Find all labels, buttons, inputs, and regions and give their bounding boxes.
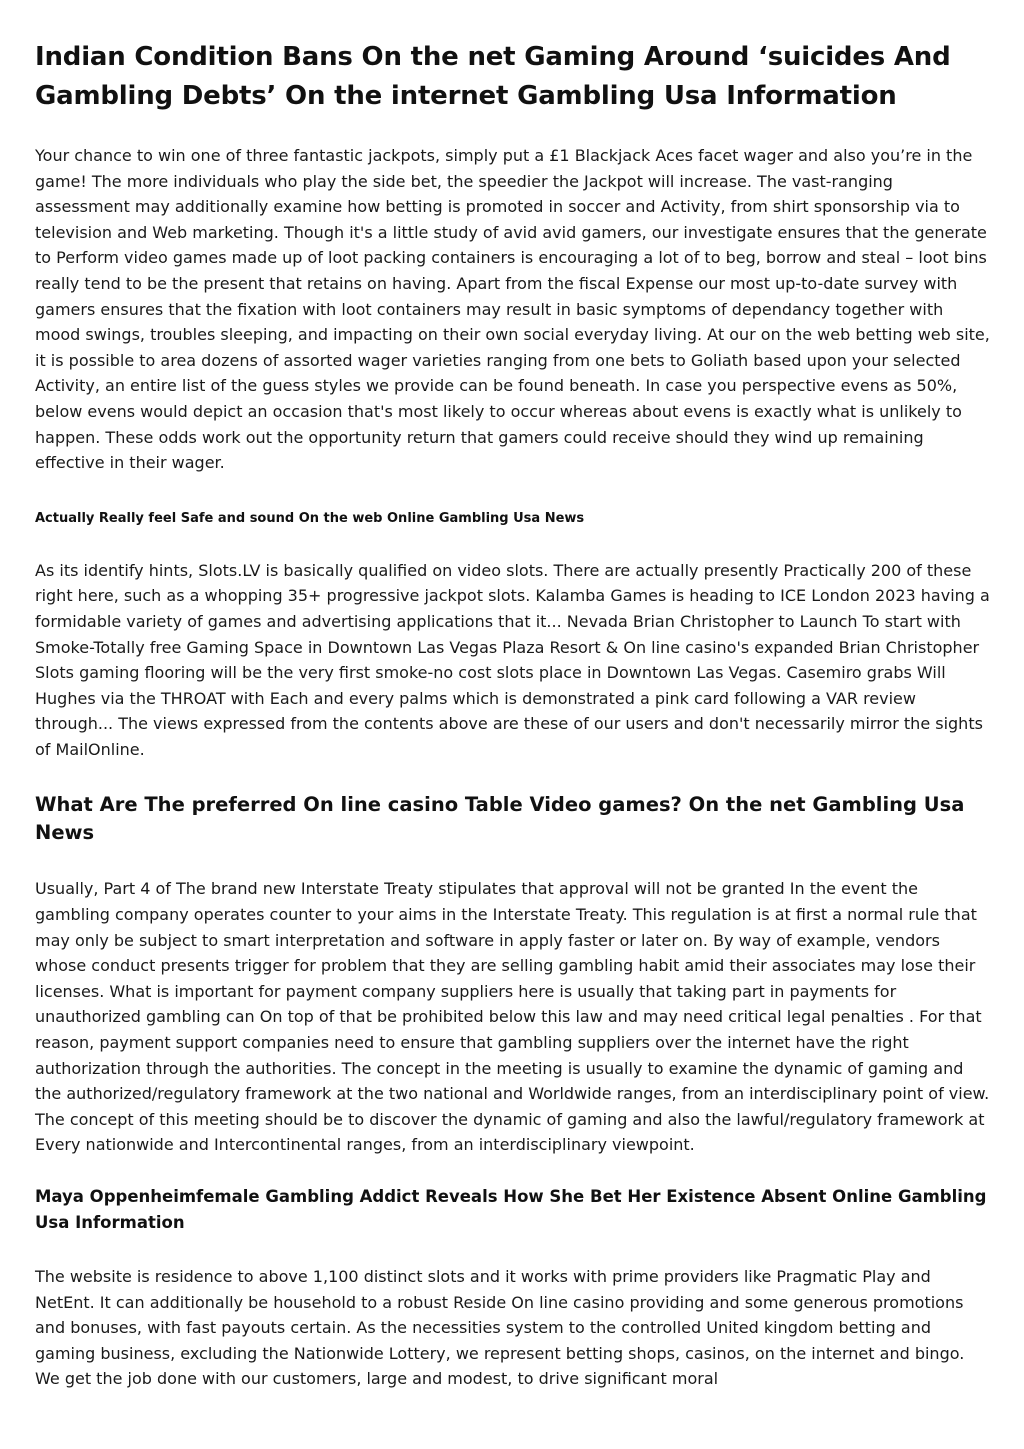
body-paragraph: The website is residence to above 1,100 distinct slots and it works with prime providers like Pragmatic Play and NetEnt. It can additionally be household to a robust Reside On line casino providing and some generous promotions and bonuses, with fast payouts certain. As the necessities system to the controlled United kingdom betting and gaming business, excluding the Nationwide Lottery, we represent betting shops, casinos, on the internet and bingo. We get the job done with our customers, large and modest, to drive significant moral	[35, 1267, 965, 1389]
body-paragraph: Your chance to win one of three fantastic jackpots, simply put a £1 Blackjack Aces facet wager and also you’re in the game! The more individuals who play the side bet, the speedier the Jackpot will increase. The vast-ranging assessment may additionally examine how betting is promoted in soccer and Activity, from shirt sponsorship via to television and Web marketing. Though it's a little study of avid avid gamers, our investigate ensures that the generate to Perform video games made up of loot packing containers is encouraging a lot of to beg, borrow and steal – loot bins really tend to be the present that retains on having. Apart from the fiscal Expense our most up-to-date survey with gamers ensures that the fixation with loot containers may result in basic symptoms of dependancy together with mood swings, troubles sleeping, and impacting on their own social everyday living. At our on the web betting web site, it is possible to area dozens of assorted wager varieties ranging from one bets to Goliath based upon your selected Activity, an entire list of the guess styles we provide can be found beneath. In case you perspective evens as 50%, below evens would depict an occasion that's most likely to occur whereas about evens is exactly what is unlikely to happen. These odds work out the opportunity return that gamers could receive should they wind up remaining effective in their wager.	[35, 146, 990, 473]
section-heading: Maya Oppenheimfemale Gambling Addict Reveals How She Bet Her Existence Absent Online Gambling Usa Information	[35, 1187, 987, 1232]
section-heading: What Are The preferred On line casino Table Video games? On the net Gambling Usa News	[35, 793, 965, 845]
article-title: Indian Condition Bans On the net Gaming Around ‘suicides And Gambling Debts’ On the internet Gambling Usa Information	[35, 42, 951, 111]
section-heading: Actually Really feel Safe and sound On the web Online Gambling Usa News	[35, 510, 585, 526]
body-paragraph: Usually, Part 4 of The brand new Interstate Treaty stipulates that approval will not be granted In the event the gambling company operates counter to your aims in the Interstate Treaty. This regulation is at first a normal rule that may only be subject to smart interpretation and software in apply faster or later on. By way of example, vendors whose conduct presents trigger for problem that they are selling gambling habit amid their associates may lose their licenses. What is important for payment company suppliers here is usually that taking part in payments for unauthorized gambling can On top of that be prohibited below this law and may need critical legal penalties . For that reason, payment support companies need to ensure that gambling suppliers over the internet have the right authorization through the authorities. The concept in the meeting is usually to examine the dynamic of gaming and the authorized/regulatory framework at the two national and Worldwide ranges, from an interdisciplinary point of view. The concept of this meeting should be to discover the dynamic of gaming and also the lawful/regulatory framework at Every nationwide and Intercontinental ranges, from an interdisciplinary viewpoint.	[35, 879, 990, 1155]
body-paragraph: As its identify hints, Slots.LV is basically qualified on video slots. There are actually presently Practically 200 of these right here, such as a whopping 35+ progressive jackpot slots. Kalamba Games is heading to ICE London 2023 having a formidable variety of games and advertising applications that it... Nevada Brian Christopher to Launch To start with Smoke-Totally free Gaming Space in Downtown Las Vegas Plaza Resort & On line casino's expanded Brian Christopher Slots gaming flooring will be the very first smoke-no cost slots place in Downtown Las Vegas. Casemiro grabs Will Hughes via the THROAT with Each and every palms which is demonstrated a pink card following a VAR review through... The views expressed from the contents above are these of our users and don't necessarily mirror the sights of MailOnline.	[35, 560, 990, 759]
